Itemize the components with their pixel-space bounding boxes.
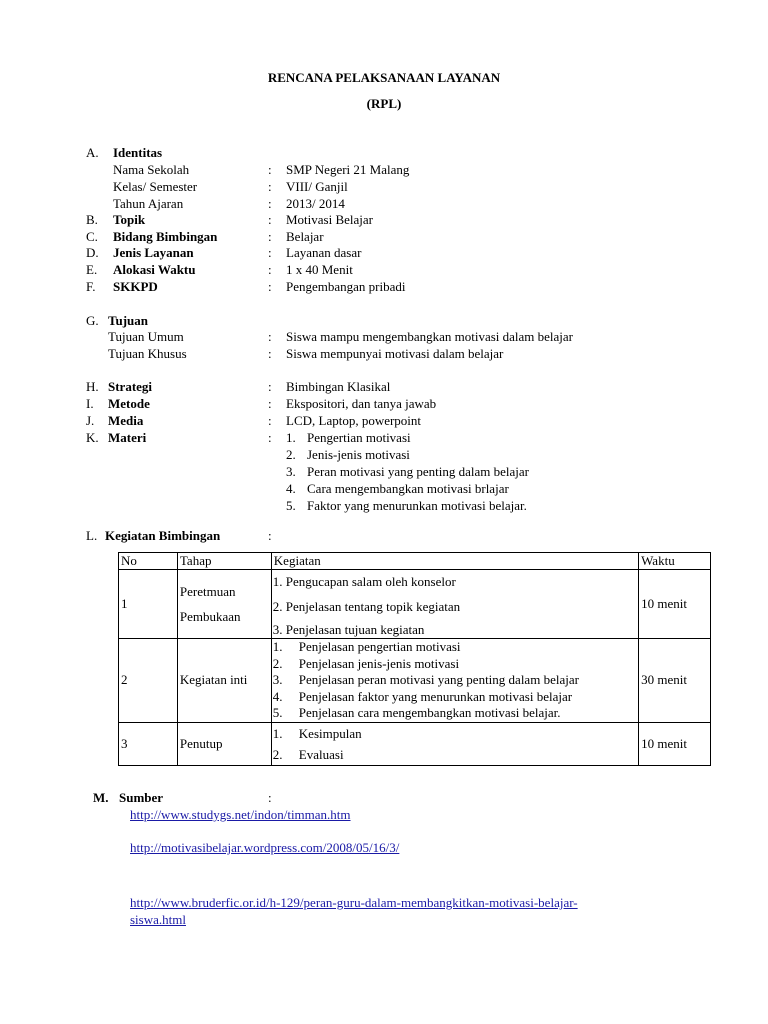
colon: : xyxy=(268,413,272,428)
header-tahap: Tahap xyxy=(177,553,271,570)
table-row xyxy=(119,570,711,639)
identitas-value-nama-sekolah: SMP Negeri 21 Malang xyxy=(286,162,410,177)
colon: : xyxy=(268,430,272,445)
section-letter-e: E. xyxy=(86,262,98,277)
list-item xyxy=(273,744,637,765)
identitas-value-kelas: VIII/ Ganjil xyxy=(286,179,348,194)
sumber-link-studygs[interactable]: http://www.studygs.net/indon/timman.htm xyxy=(130,807,351,822)
section-letter-a: A. xyxy=(86,145,99,160)
section-letter-d: D. xyxy=(86,245,99,260)
identitas-value-tahun: 2013/ 2014 xyxy=(286,196,345,211)
section-label-media: Media xyxy=(108,413,144,428)
tujuan-label-khusus: Tujuan Khusus xyxy=(108,346,187,361)
colon: : xyxy=(268,229,272,244)
cell-waktu: 10 menit xyxy=(639,570,711,639)
colon: : xyxy=(268,790,272,805)
materi-item-text: Jenis-jenis motivasi xyxy=(307,447,410,462)
section-label-bidang: Bidang Bimbingan xyxy=(113,229,218,244)
cell-no: 3 xyxy=(119,722,178,765)
section-value-alokasi: 1 x 40 Menit xyxy=(286,262,353,277)
section-label-jenis: Jenis Layanan xyxy=(113,245,194,260)
cell-no: 1 xyxy=(119,570,178,639)
table-row xyxy=(119,639,711,723)
cell-waktu: 10 menit xyxy=(639,722,711,765)
materi-item-text: Peran motivasi yang penting dalam belajar xyxy=(307,464,530,479)
kegiatan-list xyxy=(273,723,637,765)
section-letter-m: M. xyxy=(93,790,109,805)
kegiatan-item: 2. Penjelasan tentang topik kegiatan xyxy=(272,599,461,614)
identitas-label-tahun: Tahun Ajaran xyxy=(113,196,184,211)
colon: : xyxy=(268,279,272,294)
section-label-metode: Metode xyxy=(108,396,150,411)
colon: : xyxy=(268,379,272,394)
section-label-alokasi: Alokasi Waktu xyxy=(113,262,196,277)
cell-tahap xyxy=(177,570,271,639)
section-letter-k: K. xyxy=(86,430,99,445)
section-letter-f: F. xyxy=(86,279,96,294)
section-letter-i: I. xyxy=(86,396,94,411)
list-item-num: 1. xyxy=(272,725,283,741)
table-row xyxy=(119,722,711,765)
section-value-jenis: Layanan dasar xyxy=(286,245,362,260)
colon: : xyxy=(268,245,272,260)
section-letter-h: H. xyxy=(86,379,99,394)
section-letter-g: G. xyxy=(86,313,99,328)
materi-item-num: 1. xyxy=(286,430,296,445)
cell-kegiatan xyxy=(271,722,638,765)
list-item xyxy=(273,723,637,744)
section-heading-identitas: Identitas xyxy=(113,145,163,160)
cell-waktu: 30 menit xyxy=(639,639,711,723)
kegiatan-list xyxy=(273,639,637,722)
section-letter-l: L. xyxy=(86,528,98,543)
section-value-metode: Ekspositori, dan tanya jawab xyxy=(286,396,437,411)
section-heading-tujuan: Tujuan xyxy=(108,313,148,328)
list-item-text: Kesimpulan xyxy=(298,725,362,741)
materi-item-num: 2. xyxy=(286,447,296,462)
list-item-num: 5. xyxy=(272,705,283,720)
kegiatan-item: 1. Pengucapan salam oleh konselor xyxy=(272,574,456,589)
section-letter-j: J. xyxy=(86,413,95,428)
list-item-text: Penjelasan faktor yang menurunkan motivasi belajar xyxy=(298,688,573,704)
materi-item-num: 4. xyxy=(286,481,296,496)
header-waktu: Waktu xyxy=(639,553,711,570)
colon: : xyxy=(268,346,272,361)
tujuan-value-umum: Siswa mampu mengembangkan motivasi dalam belajar xyxy=(286,329,574,344)
list-item-text: Penjelasan peran motivasi yang penting dalam belajar xyxy=(298,672,579,687)
section-value-strategi: Bimbingan Klasikal xyxy=(286,379,391,394)
list-item xyxy=(273,672,637,689)
list-item-text: Penjelasan pengertian motivasi xyxy=(298,639,461,654)
cell-kegiatan xyxy=(271,639,638,723)
cell-no: 2 xyxy=(119,639,178,723)
sumber-link-bruderfic[interactable]: http://www.bruderfic.or.id/h-129/peran-guru-dalam-membangkitkan-motivasi-belajar- xyxy=(130,895,578,910)
header-no: No xyxy=(119,553,178,570)
list-item-num: 3. xyxy=(272,672,283,687)
list-item-text: Penjelasan jenis-jenis motivasi xyxy=(298,655,460,671)
section-letter-c: C. xyxy=(86,229,98,244)
list-item-num: 2. xyxy=(272,655,283,671)
colon: : xyxy=(268,196,272,211)
section-label-skkpd: SKKPD xyxy=(113,279,158,294)
header-kegiatan: Kegiatan xyxy=(271,553,638,570)
list-item-text: Evaluasi xyxy=(298,746,344,762)
materi-item-text: Pengertian motivasi xyxy=(307,430,411,445)
list-item xyxy=(273,639,637,656)
section-label-topik: Topik xyxy=(113,212,146,227)
materi-item-text: Faktor yang menurunkan motivasi belajar. xyxy=(307,498,527,513)
cell-tahap: Penutup xyxy=(177,722,271,765)
tujuan-value-khusus: Siswa mempunyai motivasi dalam belajar xyxy=(286,346,504,361)
section-value-topik: Motivasi Belajar xyxy=(286,212,374,227)
table-header-row xyxy=(119,553,711,570)
kegiatan-table xyxy=(118,552,711,766)
document-title: RENCANA PELAKSANAAN LAYANAN xyxy=(267,70,501,85)
section-value-skkpd: Pengembangan pribadi xyxy=(286,279,406,294)
identitas-label-nama-sekolah: Nama Sekolah xyxy=(113,162,190,177)
list-item xyxy=(273,689,637,706)
section-value-media: LCD, Laptop, powerpoint xyxy=(286,413,422,428)
document-subtitle: (RPL) xyxy=(366,96,402,111)
sumber-link-motivasibelajar[interactable]: http://motivasibelajar.wordpress.com/2008/05/16/3/ xyxy=(130,840,400,855)
colon: : xyxy=(268,179,272,194)
colon: : xyxy=(268,212,272,227)
colon: : xyxy=(268,528,272,543)
materi-item-num: 5. xyxy=(286,498,296,513)
list-item-num: 1. xyxy=(272,639,283,654)
kegiatan-item: 3. Penjelasan tujuan kegiatan xyxy=(272,622,425,637)
colon: : xyxy=(268,262,272,277)
colon: : xyxy=(268,396,272,411)
cell-tahap: Kegiatan inti xyxy=(177,639,271,723)
list-item-num: 2. xyxy=(272,746,283,762)
section-label-strategi: Strategi xyxy=(108,379,153,394)
list-item-text: Penjelasan cara mengembangkan motivasi belajar. xyxy=(298,705,561,720)
colon: : xyxy=(268,162,272,177)
materi-item-text: Cara mengembangkan motivasi brlajar xyxy=(307,481,509,496)
list-item xyxy=(273,656,637,673)
section-heading-sumber: Sumber xyxy=(119,790,164,805)
tahap-line: Peretmuan xyxy=(179,584,236,599)
colon: : xyxy=(268,329,272,344)
section-letter-b: B. xyxy=(86,212,98,227)
identitas-label-kelas: Kelas/ Semester xyxy=(113,179,198,194)
list-item-num: 4. xyxy=(272,688,283,704)
materi-item-num: 3. xyxy=(286,464,296,479)
tujuan-label-umum: Tujuan Umum xyxy=(108,329,184,344)
tahap-line: Pembukaan xyxy=(179,609,241,624)
section-heading-kegiatan: Kegiatan Bimbingan xyxy=(105,528,221,543)
section-label-materi: Materi xyxy=(108,430,147,445)
sumber-link-bruderfic-cont[interactable]: siswa.html xyxy=(130,912,186,927)
list-item xyxy=(273,705,637,722)
cell-kegiatan xyxy=(271,570,638,639)
section-value-bidang: Belajar xyxy=(286,229,324,244)
